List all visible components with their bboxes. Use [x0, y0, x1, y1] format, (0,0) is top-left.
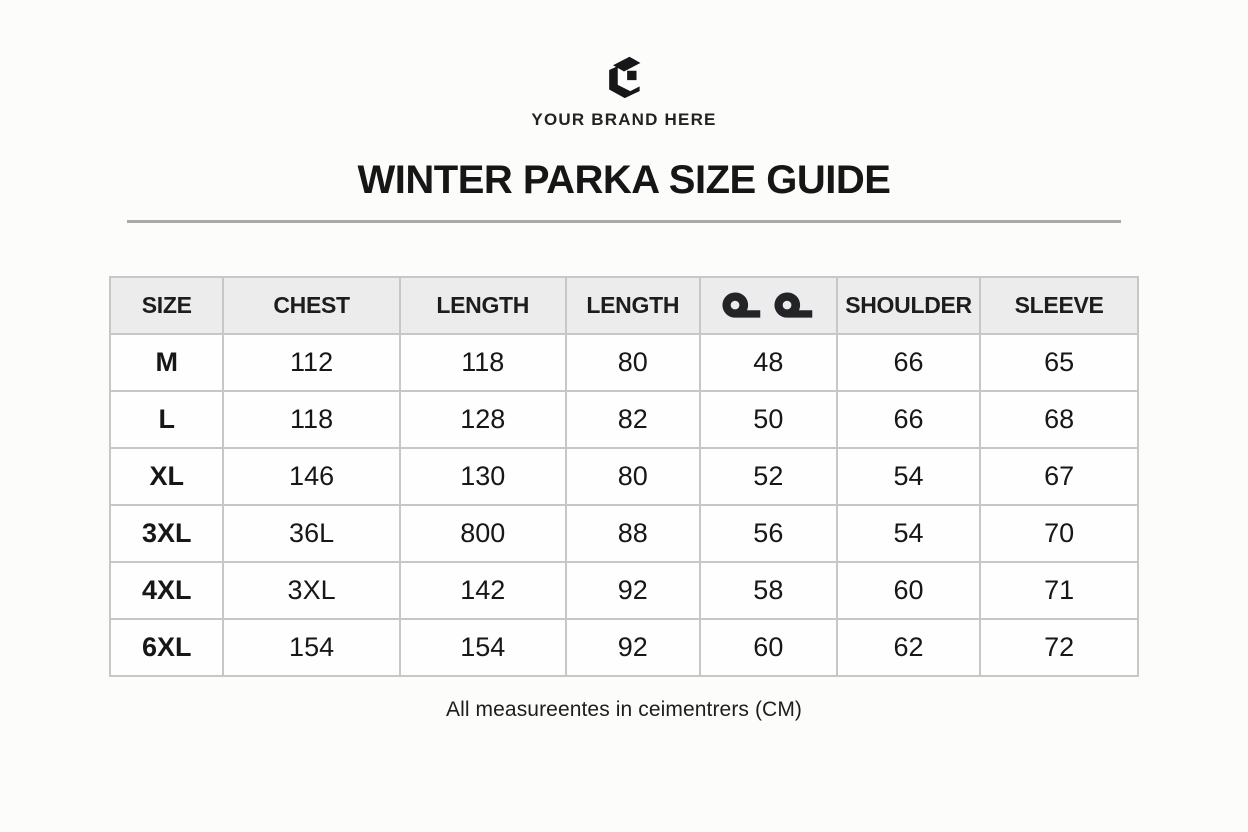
measurement-cell: 72: [980, 619, 1138, 676]
table-row: [110, 505, 1138, 562]
measurement-cell: 52: [700, 448, 837, 505]
measurement-cell: 80: [566, 334, 700, 391]
measurement-cell: 82: [566, 391, 700, 448]
measurement-cell: 67: [980, 448, 1138, 505]
column-header: LENGTH: [400, 277, 566, 334]
measurement-cell: 66: [837, 334, 980, 391]
measurement-cell: 92: [566, 619, 700, 676]
size-cell: 6XL: [110, 619, 223, 676]
column-header: LENGTH: [566, 277, 700, 334]
measurement-cell: 50: [700, 391, 837, 448]
measurement-cell: 3XL: [223, 562, 399, 619]
tape-measure-icon: [774, 291, 814, 320]
column-header: [700, 277, 837, 334]
measurement-cell: 800: [400, 505, 566, 562]
measurement-cell: 58: [700, 562, 837, 619]
brand-name-text: YOUR BRAND HERE: [531, 110, 717, 129]
title-divider: [127, 220, 1121, 223]
brand-header: [531, 50, 716, 130]
column-header: SLEEVE: [980, 277, 1138, 334]
size-cell: 3XL: [110, 505, 223, 562]
column-header: SIZE: [110, 277, 223, 334]
measurement-cell: 66: [837, 391, 980, 448]
measurement-cell: 146: [223, 448, 399, 505]
column-header: SHOULDER: [837, 277, 980, 334]
table-body: [110, 334, 1138, 676]
measurement-cell: 142: [400, 562, 566, 619]
size-cell: XL: [110, 448, 223, 505]
tape-measure-icon-pair: [722, 291, 814, 320]
measurement-cell: 68: [980, 391, 1138, 448]
measurement-unit-note: All measureentes in ceimentrers (CM): [445, 698, 803, 721]
table-row: [110, 391, 1138, 448]
measurement-cell: 118: [223, 391, 399, 448]
measurement-cell: 65: [980, 334, 1138, 391]
size-cell: L: [110, 391, 223, 448]
measurement-cell: 88: [566, 505, 700, 562]
measurement-cell: 112: [223, 334, 399, 391]
measurement-cell: 36L: [223, 505, 399, 562]
table-row: [110, 334, 1138, 391]
measurement-cell: 70: [980, 505, 1138, 562]
header-row: [110, 277, 1138, 334]
column-header: CHEST: [223, 277, 399, 334]
measurement-cell: 130: [400, 448, 566, 505]
measurement-cell: 128: [400, 391, 566, 448]
size-cell: M: [110, 334, 223, 391]
hexagon-cube-logo-icon: [599, 50, 649, 104]
measurement-cell: 80: [566, 448, 700, 505]
measurement-cell: 56: [700, 505, 837, 562]
size-guide-table: [109, 276, 1139, 677]
measurement-cell: 92: [566, 562, 700, 619]
measurement-cell: 154: [400, 619, 566, 676]
table-row: [110, 562, 1138, 619]
measurement-cell: 60: [700, 619, 837, 676]
measurement-cell: 54: [837, 448, 980, 505]
measurement-cell: 54: [837, 505, 980, 562]
page-title: WINTER PARKA SIZE GUIDE: [357, 158, 891, 202]
measurement-cell: 62: [837, 619, 980, 676]
tape-measure-icon: [722, 291, 762, 320]
table-row: [110, 619, 1138, 676]
measurement-cell: 60: [837, 562, 980, 619]
measurement-cell: 118: [400, 334, 566, 391]
measurement-cell: 71: [980, 562, 1138, 619]
measurement-cell: 154: [223, 619, 399, 676]
size-cell: 4XL: [110, 562, 223, 619]
table-row: [110, 448, 1138, 505]
table-header: [110, 277, 1138, 334]
measurement-cell: 48: [700, 334, 837, 391]
